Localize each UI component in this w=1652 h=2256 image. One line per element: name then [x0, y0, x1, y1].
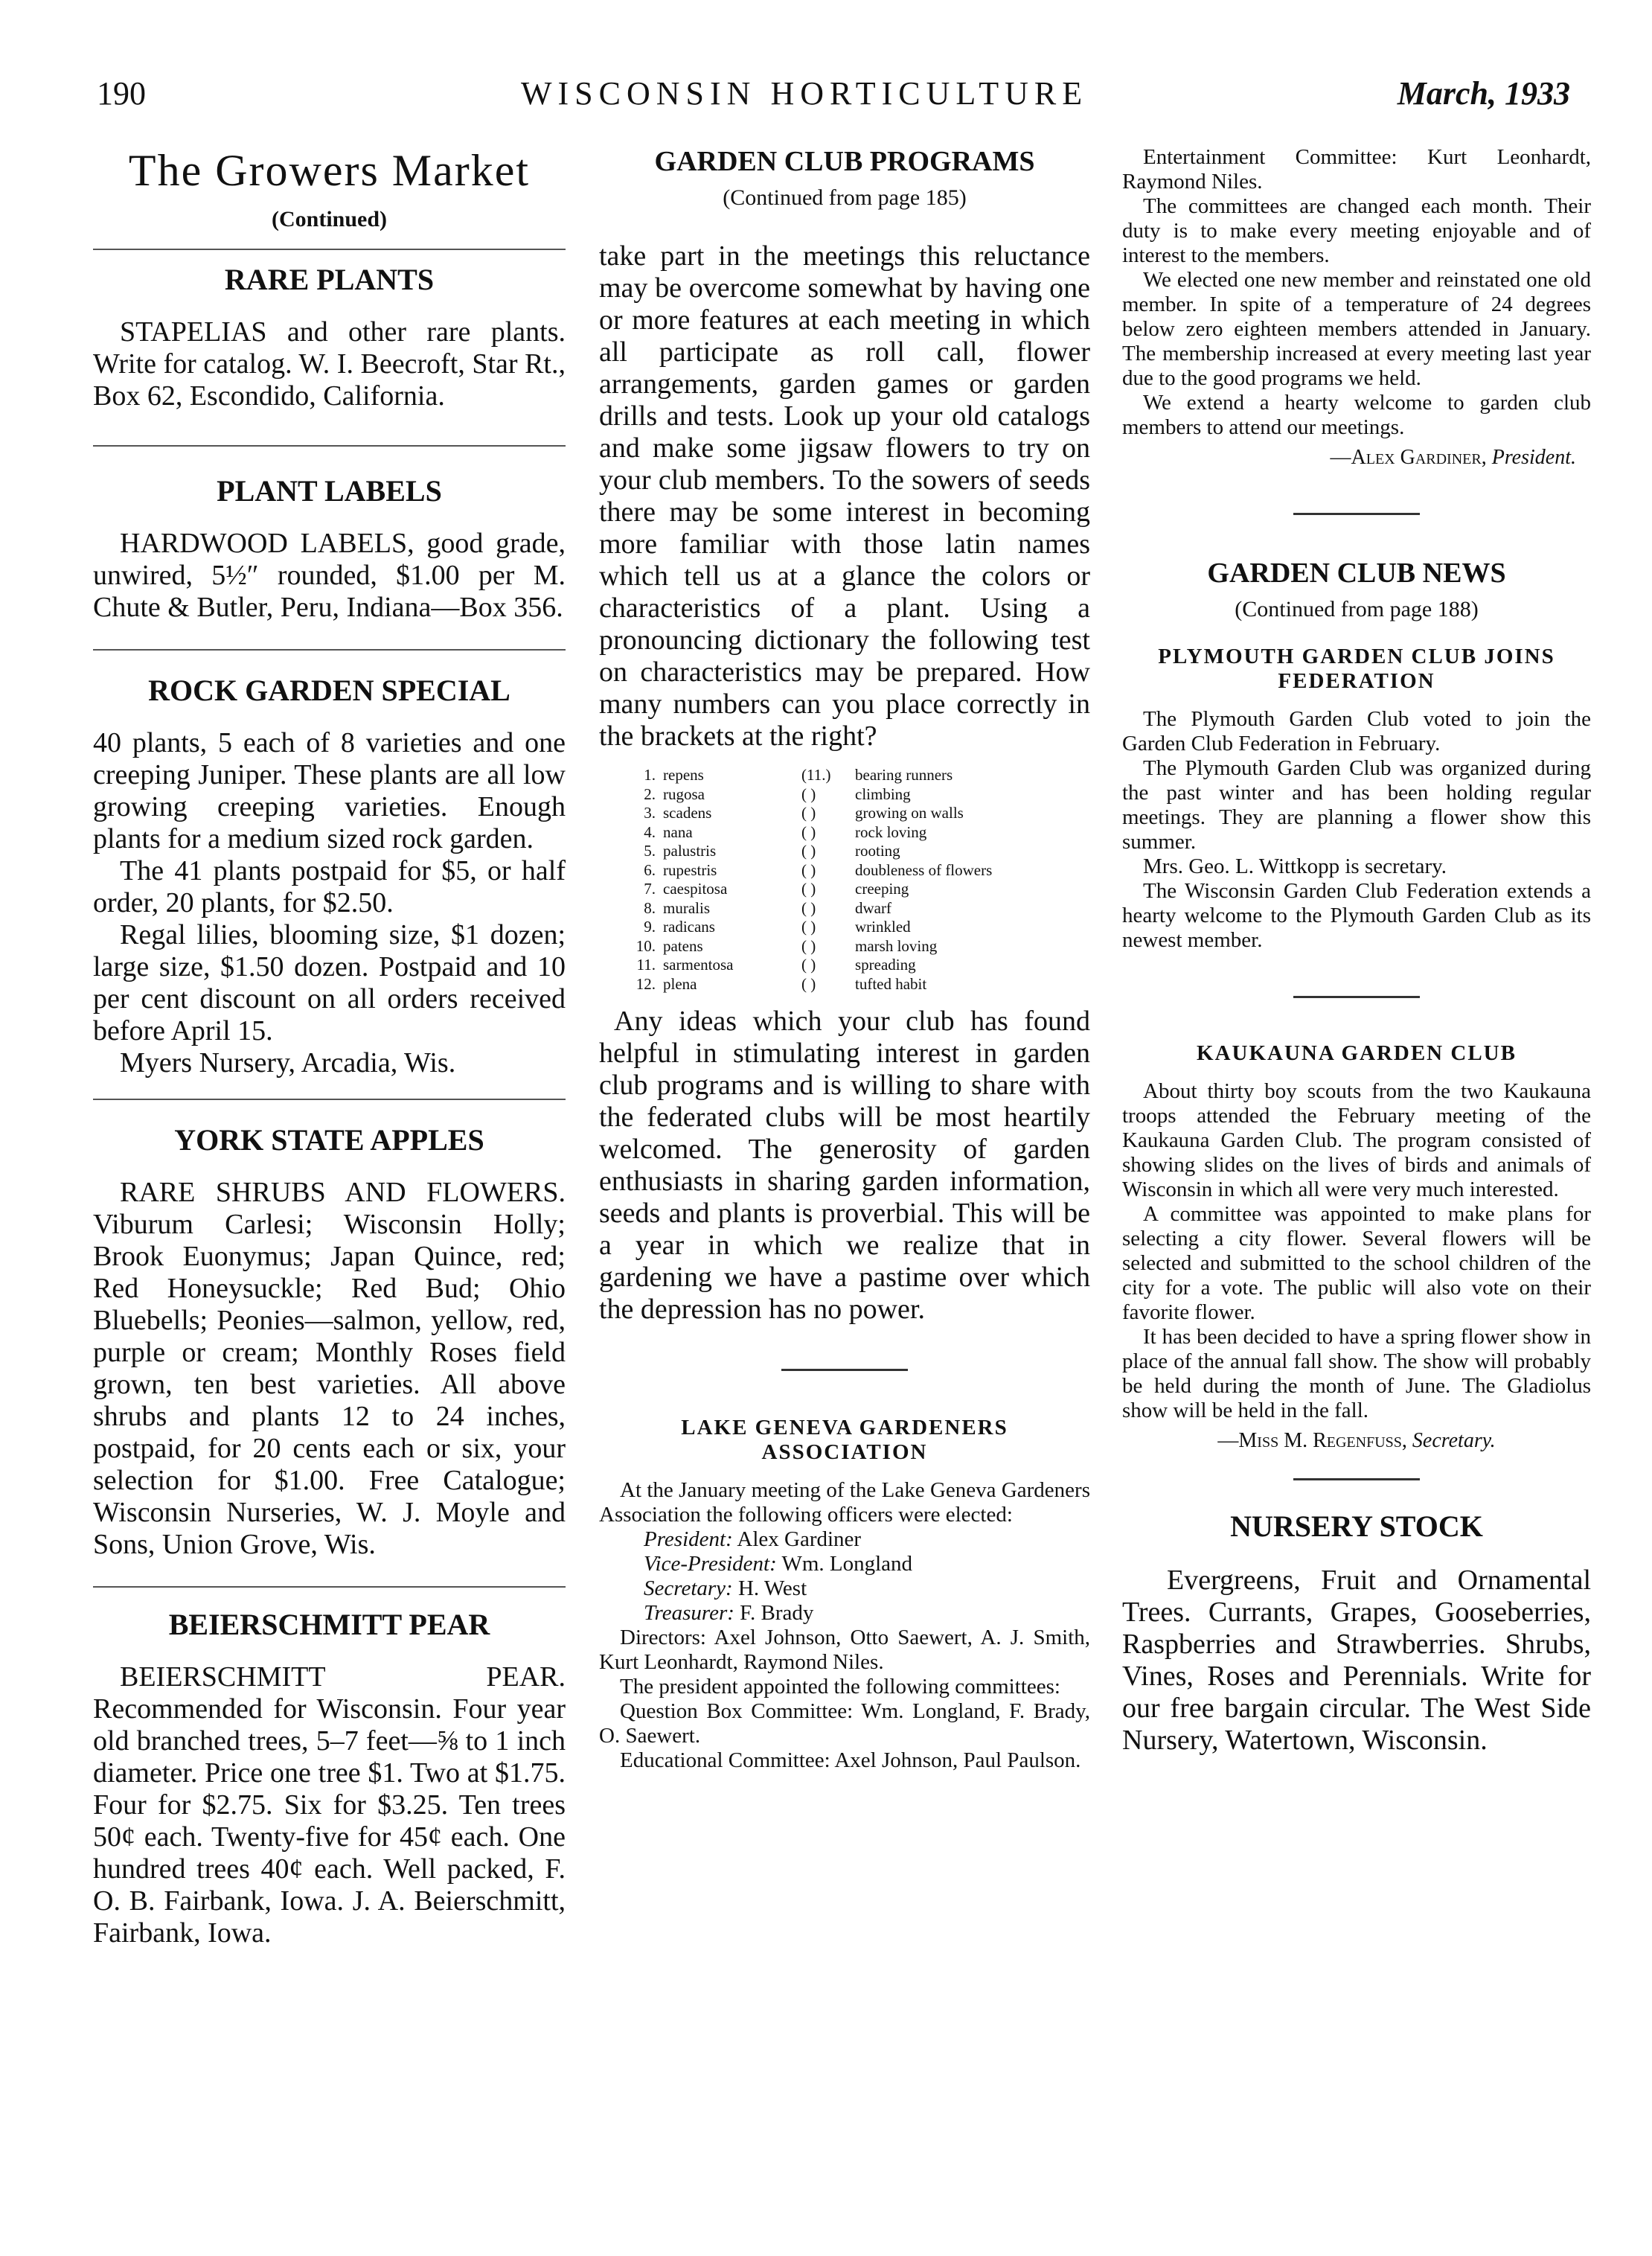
lake-geneva-intro: At the January meeting of the Lake Geneva Gardeners Association the following officers were elected:	[599, 1478, 1090, 1527]
divider	[93, 1586, 566, 1588]
ad-text-york-state-apples: RARE SHRUBS AND FLOWERS. Viburum Carlesi; Wisconsin Holly; Brook Euonymus; Japan Quince, red; Red Honeysuckle; Red Bud; Ohio Bluebells; Peonies—salmon, yellow, red, purple or cream; Monthly Roses field grown, ten best varieties. All above shrubs and plants 12 to 24 inches, postpaid, for 20 cents each or six, your selection for $1.00. Free Catalogue; Wisconsin Nurseries, W. J. Moyle and Sons, Union Grove, Wis.	[93, 1177, 566, 1560]
growers-market-subtitle: (Continued)	[271, 207, 388, 231]
membership-paragraph: We elected one new member and reinstated one old member. In spite of a temperature of 24 degrees below zero eighteen members attended in January. The membership increased at every meeting last year due to the good programs we held.	[1122, 268, 1591, 390]
ad-text-rock-garden-1: 40 plants, 5 each of 8 varieties and one creeping Juniper. These plants are all low growing creeping varieties. Enough plants for a medium sized rock garden.	[93, 727, 566, 854]
ad-title-rare-plants: RARE PLANTS	[224, 263, 435, 296]
growers-market-column	[93, 145, 566, 1949]
plymouth-paragraph-2: The Plymouth Garden Club was organized during the past winter and has been holding regular meetings. They are planning a flower show this summer.	[1122, 756, 1591, 854]
ad-text-rock-garden-2: The 41 plants postpaid for $5, or half order, 20 plants, for $2.50.	[93, 855, 566, 918]
divider	[1293, 513, 1420, 515]
plymouth-paragraph-1: The Plymouth Garden Club voted to join the Garden Club Federation in February.	[1122, 707, 1591, 755]
ad-text-plant-labels: HARDWOOD LABELS, good grade, unwired, 5½″ rounded, $1.00 per M. Chute & Butler, Peru, Indiana—Box 356.	[93, 528, 566, 623]
officer-secretary: Secretary: H. West	[644, 1576, 807, 1600]
quiz-row: 8. muralis ( ) dwarf	[644, 898, 891, 917]
garden-club-news-column	[1122, 145, 1591, 1757]
page-header	[97, 74, 1570, 127]
plymouth-title: PLYMOUTH GARDEN CLUB JOINS FEDERATION	[1158, 645, 1555, 693]
divider	[93, 1099, 566, 1100]
officer-vice-president: Vice-President: Wm. Longland	[644, 1552, 913, 1576]
quiz-row: 3. scadens ( ) growing on walls	[644, 804, 964, 822]
divider	[93, 445, 566, 447]
ad-text-rock-garden-3: Regal lilies, blooming size, $1 dozen; large size, $1.50 dozen. Postpaid and 10 per cent discount on all orders received before April 15.	[93, 919, 566, 1046]
garden-club-programs-title: GARDEN CLUB PROGRAMS	[654, 146, 1035, 177]
ad-title-rock-garden: ROCK GARDEN SPECIAL	[148, 674, 510, 707]
plymouth-paragraph-4: The Wisconsin Garden Club Federation extends a hearty welcome to the Plymouth Garden Club as its newest member.	[1122, 879, 1591, 952]
ad-text-beierschmitt-pear: BEIERSCHMITT PEAR. Recommended for Wisconsin. Four year old branched trees, 5–7 feet—⅝ to 1 inch diameter. Price one tree $1. Two at $1.75. Four for $2.75. Six for $3.25. Ten trees 50¢ each. Twenty-five for 45¢ each. One hundred trees 40¢ each. Well packed, F. O. B. Fairbank, Iowa. J. A. Beierschmitt, Fairbank, Iowa.	[93, 1661, 566, 1949]
garden-club-news-title: GARDEN CLUB NEWS	[1207, 557, 1506, 589]
committees-changed: The committees are changed each month. Their duty is to make every meeting enjoyable and of interest to the members.	[1122, 194, 1591, 267]
ad-title-york-state-apples: YORK STATE APPLES	[174, 1123, 484, 1157]
lake-geneva-signature: —Alex Gardiner, President.	[1330, 446, 1576, 469]
quiz-row: 4. nana ( ) rock loving	[644, 822, 927, 841]
divider	[781, 1369, 908, 1371]
divider	[93, 249, 566, 250]
programs-paragraph-2: Any ideas which your club has found helpful in stimulating interest in garden club programs and is willing to share with the federated clubs will be most heartily welcomed. The generosity of garden enthusiasts in sharing garden information, seeds and plants is proverbial. This will be a year in which we realize that in gardening we have a pastime over which the depression has no power.	[599, 1006, 1090, 1325]
quiz-row: 9. radicans ( ) wrinkled	[644, 918, 911, 936]
divider	[1293, 996, 1420, 998]
page-number: 190	[97, 75, 146, 112]
nursery-stock-title: NURSERY STOCK	[1230, 1509, 1483, 1543]
garden-club-news-continued: (Continued from page 188)	[1235, 597, 1479, 621]
kaukauna-paragraph-3: It has been decided to have a spring flower show in place of the annual fall show. The show will probably be held during the month of June. The Gladiolus show will be held in the fall.	[1122, 1325, 1591, 1422]
lake-geneva-appointed: The president appointed the following committees:	[620, 1675, 1060, 1699]
quiz-row: 2. rugosa ( ) climbing	[644, 785, 911, 803]
latin-names-quiz	[629, 766, 1090, 994]
plymouth-paragraph-3: Mrs. Geo. L. Wittkopp is secretary.	[1143, 854, 1447, 878]
entertainment-committee: Entertainment Committee: Kurt Leonhardt, Raymond Niles.	[1122, 145, 1591, 194]
quiz-row: 6. rupestris ( ) doubleness of flowers	[644, 860, 993, 879]
officer-treasurer: Treasurer: F. Brady	[644, 1601, 814, 1625]
nursery-stock-text: Evergreens, Fruit and Ornamental Trees. Currants, Grapes, Gooseberries, Raspberries and Strawberries. Shrubs, Vines, Roses and Perennials. Write for our free bargain circular. The West Side Nursery, Watertown, Wisconsin.	[1122, 1565, 1591, 1756]
quiz-row: 10. patens ( ) marsh loving	[635, 936, 938, 955]
journal-title: WISCONSIN HORTICULTURE	[521, 75, 1089, 112]
quiz-row: 11. sarmentosa ( ) spreading	[636, 956, 916, 974]
quiz-row: 1. repens (11.) bearing runners	[644, 766, 953, 784]
issue-date: March, 1933	[1397, 75, 1570, 112]
quiz-row: 12. plena ( ) tufted habit	[635, 974, 927, 993]
divider	[93, 649, 566, 651]
divider	[1293, 1478, 1420, 1480]
ad-title-plant-labels: PLANT LABELS	[217, 474, 442, 508]
programs-paragraph-1: take part in the meetings this reluctance may be overcome somewhat by having one or more features at each meeting in which all participate as roll call, flower arrangements, garden games or garden drills and tests. Look up your old catalogs and make some jigsaw flowers to try on your club members. To the sowers of seeds there may be some interest in becoming more familiar with those latin names which tell us at a glance the colors or characteristics of a plant. Using a pronouncing dictionary the following test on characteristics may be prepared. How many numbers can you place correctly in the brackets at the right?	[599, 240, 1090, 752]
officer-president: President: Alex Gardiner	[644, 1527, 862, 1551]
quiz-row: 7. caespitosa ( ) creeping	[644, 880, 909, 898]
ad-text-rock-garden-4: Myers Nursery, Arcadia, Wis.	[120, 1047, 456, 1079]
kaukauna-signature: —Miss M. Regenfuss, Secretary.	[1217, 1429, 1496, 1452]
kaukauna-paragraph-2: A committee was appointed to make plans for selecting a city flower. Several flowers will be selected and submitted to the school children of the city for a vote. The public will also vote on their favorite flower.	[1122, 1202, 1591, 1324]
welcome-paragraph: We extend a hearty welcome to garden club members to attend our meetings.	[1122, 391, 1591, 439]
growers-market-title: The Growers Market	[128, 146, 531, 195]
ad-title-beierschmitt-pear: BEIERSCHMITT PEAR	[168, 1608, 490, 1641]
ad-text-rare-plants: STAPELIAS and other rare plants. Write for catalog. W. I. Beecroft, Star Rt., Box 62, Escondido, California.	[93, 316, 566, 412]
quiz-row: 5. palustris ( ) rooting	[644, 842, 900, 860]
lake-geneva-directors: Directors: Axel Johnson, Otto Saewert, A. J. Smith, Kurt Leonhardt, Raymond Niles.	[599, 1626, 1090, 1674]
garden-club-programs-column	[599, 145, 1090, 1773]
educational-committee: Educational Committee: Axel Johnson, Paul Paulson.	[620, 1748, 1081, 1772]
kaukauna-paragraph-1: About thirty boy scouts from the two Kaukauna troops attended the February meeting of the Kaukauna Garden Club. The program consisted of showing slides on the lives of birds and animals of Wisconsin in which all were very much interested.	[1122, 1079, 1591, 1201]
question-box-committee: Question Box Committee: Wm. Longland, F. Brady, O. Saewert.	[599, 1699, 1090, 1748]
garden-club-programs-continued: (Continued from page 185)	[723, 185, 967, 210]
lake-geneva-title: LAKE GENEVA GARDENERS ASSOCIATION	[681, 1416, 1008, 1464]
kaukauna-title: KAUKAUNA GARDEN CLUB	[1197, 1041, 1517, 1065]
